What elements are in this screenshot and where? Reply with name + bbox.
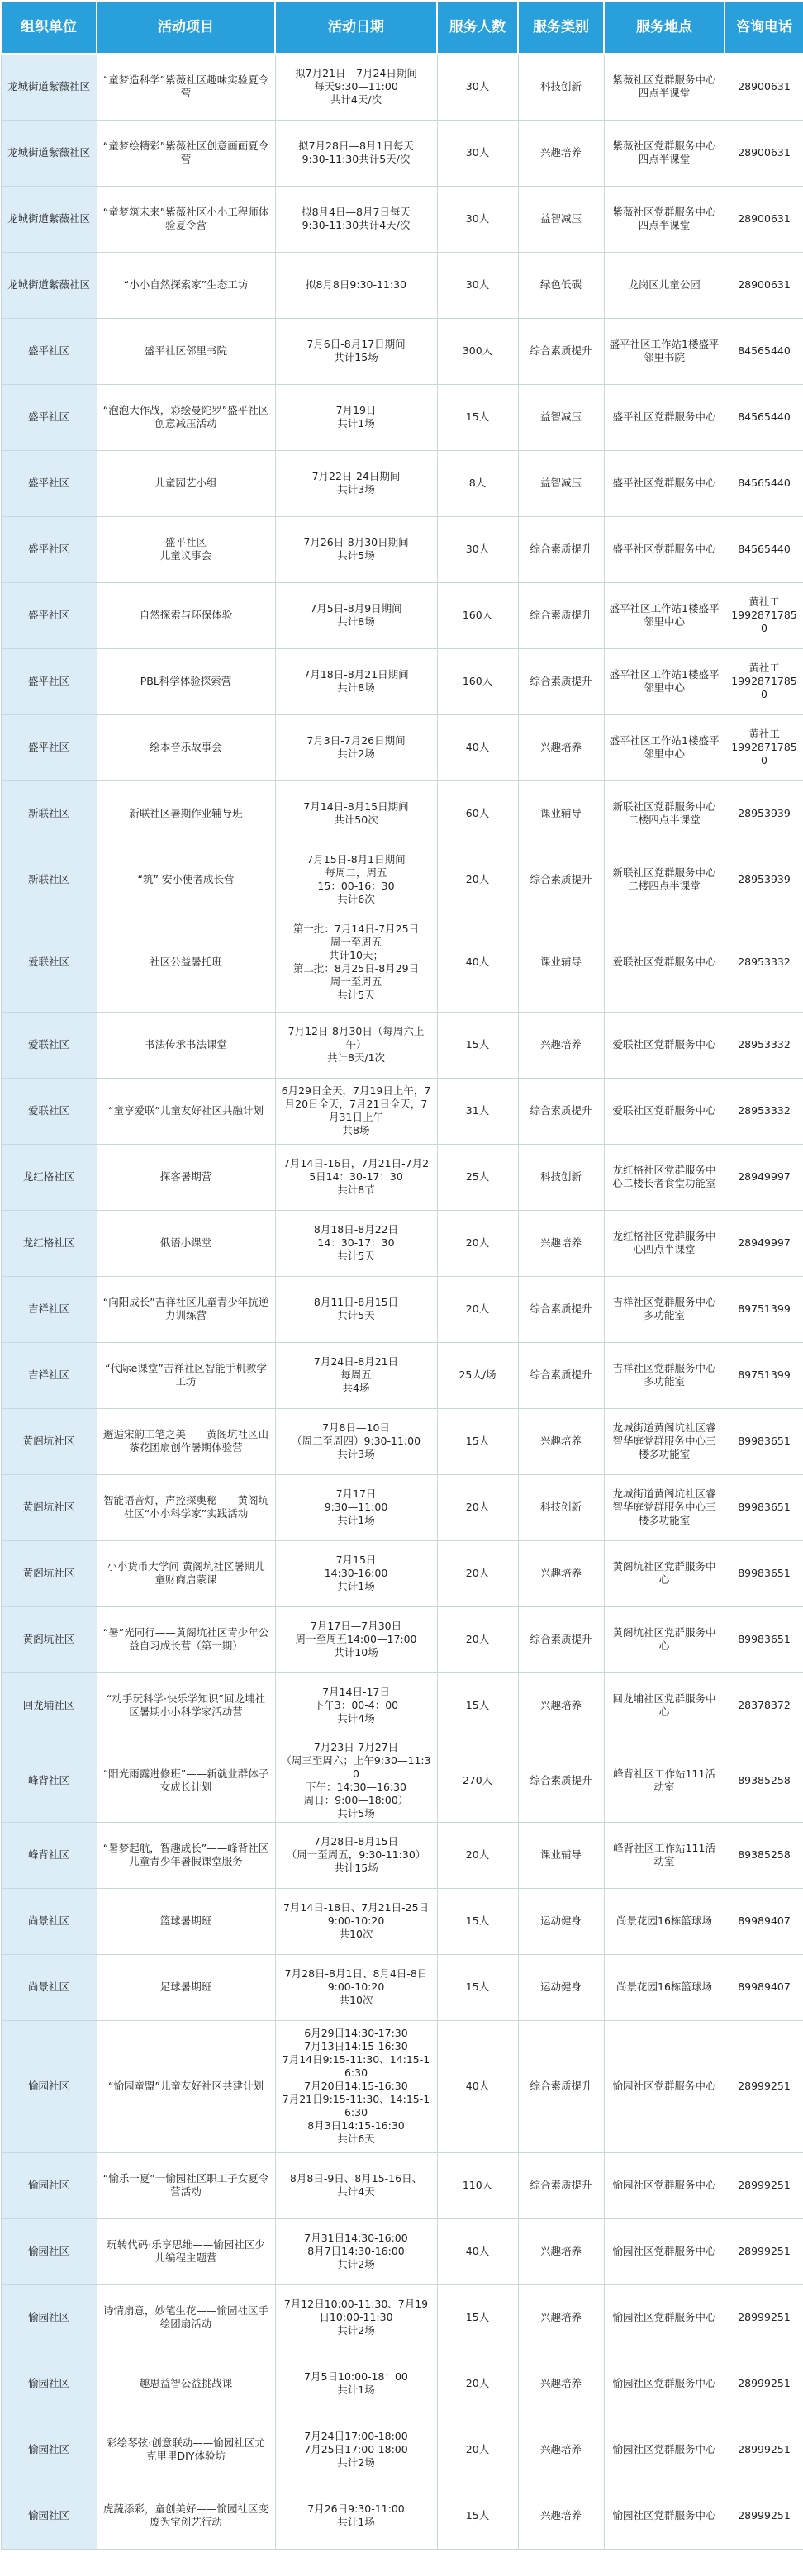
cell-location: 新联社区党群服务中心二楼四点半课堂 bbox=[604, 847, 725, 913]
cell-date: 7月3日-7月26日期间 共计2场 bbox=[275, 714, 437, 780]
cell-activity: PBL科学体验探索营 bbox=[97, 648, 275, 714]
cell-date: 7月12日-8月30日（每周六上午） 共计8天/1次 bbox=[275, 1012, 437, 1078]
cell-category: 综合素质提升 bbox=[518, 648, 604, 714]
cell-org: 龙红格社区 bbox=[1, 1144, 97, 1210]
cell-phone: 89989407 bbox=[725, 1954, 803, 2020]
cell-phone: 89385258 bbox=[725, 1822, 803, 1888]
cell-date: 7月31日14:30-16:00 8月7日14:30-16:00 共计2场 bbox=[275, 2218, 437, 2284]
cell-phone: 28953939 bbox=[725, 780, 803, 847]
cell-date: 7月17日 9:30—11:00 共计1场 bbox=[275, 1474, 437, 1540]
cell-category: 兴趣培养 bbox=[518, 1210, 604, 1276]
table-row bbox=[1, 450, 803, 516]
table-row bbox=[1, 1078, 803, 1144]
cell-activity: “代际e课堂”吉祥社区智能手机教学工坊 bbox=[97, 1342, 275, 1408]
cell-count: 20人 bbox=[437, 1606, 518, 1672]
cell-date: 7月26日9:30-11:00 共计1场 bbox=[275, 2483, 437, 2549]
cell-date: 7月5日10:00-18：00 共计1场 bbox=[275, 2351, 437, 2417]
table-row bbox=[1, 2351, 803, 2417]
table-row bbox=[1, 1739, 803, 1822]
cell-location: 新联社区党群服务中心二楼四点半课堂 bbox=[604, 780, 725, 847]
cell-category: 兴趣培养 bbox=[518, 2483, 604, 2549]
cell-location: 愉园社区党群服务中心 bbox=[604, 2218, 725, 2284]
table-row bbox=[1, 2152, 803, 2218]
cell-date: 7月15日-8月1日期间 每周二，周五 15：00-16：30 共计6次 bbox=[275, 847, 437, 913]
cell-date: 6月29日全天，7月19日上午，7月20日全天，7月21日全天，7月31日上午 共8场 bbox=[275, 1078, 437, 1144]
cell-phone: 28999251 bbox=[725, 2483, 803, 2549]
cell-category: 科技创新 bbox=[518, 1144, 604, 1210]
cell-activity: “动手玩科学·快乐学知识”回龙埔社区暑期小小科学家活动营 bbox=[97, 1672, 275, 1739]
cell-phone: 89751399 bbox=[725, 1342, 803, 1408]
cell-phone: 28900631 bbox=[725, 186, 803, 252]
cell-category: 益智减压 bbox=[518, 186, 604, 252]
cell-category: 综合素质提升 bbox=[518, 1078, 604, 1144]
cell-activity: 邂逅宋韵工笔之美——黄阁坑社区山茶花团扇创作暑期体验营 bbox=[97, 1408, 275, 1474]
table-row bbox=[1, 516, 803, 582]
header-activity: 活动项目 bbox=[97, 1, 275, 54]
table-row bbox=[1, 780, 803, 847]
cell-category: 兴趣培养 bbox=[518, 2218, 604, 2284]
cell-date: 7月15日 14:30-16:00 共计1场 bbox=[275, 1540, 437, 1606]
cell-phone: 89983651 bbox=[725, 1474, 803, 1540]
cell-date: 拟7月21日—7月24日期间 每天9:30—11:00 共计4天/次 bbox=[275, 54, 437, 120]
cell-count: 40人 bbox=[437, 2218, 518, 2284]
table-row bbox=[1, 1888, 803, 1954]
cell-org: 峰背社区 bbox=[1, 1822, 97, 1888]
cell-category: 运动健身 bbox=[518, 1954, 604, 2020]
cell-activity: 虎蔬添彩，童创美好——愉园社区变废为宝创艺行动 bbox=[97, 2483, 275, 2549]
cell-count: 300人 bbox=[437, 318, 518, 384]
cell-date: 8月18日-8月22日 14：30-17：30 共计5天 bbox=[275, 1210, 437, 1276]
table-row bbox=[1, 2218, 803, 2284]
cell-org: 盛平社区 bbox=[1, 648, 97, 714]
cell-org: 尚景社区 bbox=[1, 1954, 97, 2020]
cell-category: 兴趣培养 bbox=[518, 1672, 604, 1739]
cell-location: 盛平社区工作站1楼盛平邻里书院 bbox=[604, 318, 725, 384]
cell-date: 7月26日-8月30日期间 共计5场 bbox=[275, 516, 437, 582]
table-row bbox=[1, 1342, 803, 1408]
cell-date: 7月14日-8月15日期间 共计50次 bbox=[275, 780, 437, 847]
cell-activity: 篮球暑期班 bbox=[97, 1888, 275, 1954]
cell-location: 愉园社区党群服务中心 bbox=[604, 2152, 725, 2218]
cell-location: 峰背社区工作站111活动室 bbox=[604, 1739, 725, 1822]
table-row bbox=[1, 1408, 803, 1474]
cell-phone: 89989407 bbox=[725, 1888, 803, 1954]
header-row bbox=[1, 1, 803, 54]
header-count: 服务人数 bbox=[437, 1, 518, 54]
cell-org: 吉祥社区 bbox=[1, 1276, 97, 1342]
cell-org: 爱联社区 bbox=[1, 1078, 97, 1144]
table-row bbox=[1, 1672, 803, 1739]
cell-phone: 28949997 bbox=[725, 1144, 803, 1210]
cell-phone: 89385258 bbox=[725, 1739, 803, 1822]
cell-org: 龙城街道紫薇社区 bbox=[1, 54, 97, 120]
cell-activity: “童梦绘精彩”紫薇社区创意画画夏令营 bbox=[97, 120, 275, 186]
cell-count: 110人 bbox=[437, 2152, 518, 2218]
cell-phone: 28999251 bbox=[725, 2218, 803, 2284]
cell-location: 紫薇社区党群服务中心四点半课堂 bbox=[604, 186, 725, 252]
cell-phone: 黄社工 19928717850 bbox=[725, 714, 803, 780]
cell-phone: 89751399 bbox=[725, 1276, 803, 1342]
cell-phone: 28999251 bbox=[725, 2152, 803, 2218]
cell-activity: 书法传承书法课堂 bbox=[97, 1012, 275, 1078]
cell-org: 龙城街道紫薇社区 bbox=[1, 186, 97, 252]
cell-count: 20人 bbox=[437, 847, 518, 913]
cell-location: 愉园社区党群服务中心 bbox=[604, 2020, 725, 2152]
cell-activity: 趣思益智公益挑战课 bbox=[97, 2351, 275, 2417]
cell-activity: 绘本音乐故事会 bbox=[97, 714, 275, 780]
cell-location: 龙红格社区党群服务中心四点半课堂 bbox=[604, 1210, 725, 1276]
cell-org: 吉祥社区 bbox=[1, 1342, 97, 1408]
cell-location: 吉祥社区党群服务中心多功能室 bbox=[604, 1276, 725, 1342]
cell-activity: 玩转代码·乐享思维——愉园社区少儿编程主题营 bbox=[97, 2218, 275, 2284]
cell-phone: 28900631 bbox=[725, 252, 803, 318]
cell-activity: “童梦筑未来”紫薇社区小小工程师体验夏令营 bbox=[97, 186, 275, 252]
cell-org: 愉园社区 bbox=[1, 2020, 97, 2152]
cell-category: 综合素质提升 bbox=[518, 847, 604, 913]
table-row bbox=[1, 582, 803, 648]
table-row bbox=[1, 2020, 803, 2152]
table-row bbox=[1, 1144, 803, 1210]
cell-date: 拟7月28日—8月1日每天 9:30-11:30共计5天/次 bbox=[275, 120, 437, 186]
cell-count: 25人/场 bbox=[437, 1342, 518, 1408]
cell-count: 30人 bbox=[437, 516, 518, 582]
cell-category: 兴趣培养 bbox=[518, 1012, 604, 1078]
cell-date: 7月8日—10日 （周二至周四）9:30-11:00 共计3场 bbox=[275, 1408, 437, 1474]
cell-activity: “童梦造科学”紫薇社区趣味实验夏令营 bbox=[97, 54, 275, 120]
cell-location: 黄阁坑社区党群服务中心 bbox=[604, 1540, 725, 1606]
cell-date: 7月14日-16日，7月21日-7月25日14：30-17：30 共计8节 bbox=[275, 1144, 437, 1210]
cell-phone: 84565440 bbox=[725, 516, 803, 582]
cell-org: 龙红格社区 bbox=[1, 1210, 97, 1276]
table-row bbox=[1, 847, 803, 913]
cell-location: 盛平社区党群服务中心 bbox=[604, 516, 725, 582]
cell-location: 紫薇社区党群服务中心四点半课堂 bbox=[604, 120, 725, 186]
cell-category: 科技创新 bbox=[518, 54, 604, 120]
header-location: 服务地点 bbox=[604, 1, 725, 54]
cell-count: 15人 bbox=[437, 1954, 518, 2020]
cell-category: 科技创新 bbox=[518, 1474, 604, 1540]
cell-location: 盛平社区工作站1楼盛平邻里中心 bbox=[604, 582, 725, 648]
cell-category: 综合素质提升 bbox=[518, 1739, 604, 1822]
cell-count: 20人 bbox=[437, 1474, 518, 1540]
cell-org: 回龙埔社区 bbox=[1, 1672, 97, 1739]
cell-phone: 84565440 bbox=[725, 318, 803, 384]
cell-phone: 28953332 bbox=[725, 1078, 803, 1144]
cell-phone: 89983651 bbox=[725, 1606, 803, 1672]
table-row bbox=[1, 1210, 803, 1276]
cell-org: 峰背社区 bbox=[1, 1739, 97, 1822]
cell-phone: 28999251 bbox=[725, 2351, 803, 2417]
cell-activity: 足球暑期班 bbox=[97, 1954, 275, 2020]
cell-activity: 盛平社区邻里书院 bbox=[97, 318, 275, 384]
cell-count: 25人 bbox=[437, 1144, 518, 1210]
cell-location: 愉园社区党群服务中心 bbox=[604, 2351, 725, 2417]
cell-activity: 盛平社区 儿童议事会 bbox=[97, 516, 275, 582]
cell-count: 15人 bbox=[437, 1012, 518, 1078]
cell-count: 20人 bbox=[437, 2417, 518, 2483]
cell-phone: 28900631 bbox=[725, 54, 803, 120]
cell-org: 龙城街道紫薇社区 bbox=[1, 120, 97, 186]
cell-category: 课业辅导 bbox=[518, 780, 604, 847]
cell-count: 30人 bbox=[437, 54, 518, 120]
cell-count: 20人 bbox=[437, 2351, 518, 2417]
cell-org: 愉园社区 bbox=[1, 2483, 97, 2549]
cell-location: 龙岗区儿童公园 bbox=[604, 252, 725, 318]
cell-count: 20人 bbox=[437, 1540, 518, 1606]
cell-phone: 黄社工 19928717850 bbox=[725, 582, 803, 648]
cell-category: 兴趣培养 bbox=[518, 2417, 604, 2483]
header-phone: 咨询电话 bbox=[725, 1, 803, 54]
cell-date: 7月24日17:00-18:00 7月25日17:00-18:00 共计2场 bbox=[275, 2417, 437, 2483]
cell-category: 综合素质提升 bbox=[518, 1606, 604, 1672]
cell-location: 愉园社区党群服务中心 bbox=[604, 2284, 725, 2351]
table-row bbox=[1, 1540, 803, 1606]
table-row bbox=[1, 2284, 803, 2351]
cell-activity: “愉乐一夏”一愉园社区职工子女夏令营活动 bbox=[97, 2152, 275, 2218]
cell-activity: 儿童园艺小组 bbox=[97, 450, 275, 516]
cell-location: 紫薇社区党群服务中心四点半课堂 bbox=[604, 54, 725, 120]
cell-date: 7月28日-8月1日、8月4日-8日 9:00-10:20 共10次 bbox=[275, 1954, 437, 2020]
cell-activity: “泡泡大作战，彩绘曼陀罗”盛平社区创意减压活动 bbox=[97, 384, 275, 450]
cell-activity: “筑” 安小使者成长营 bbox=[97, 847, 275, 913]
cell-count: 8人 bbox=[437, 450, 518, 516]
cell-category: 综合素质提升 bbox=[518, 1276, 604, 1342]
cell-count: 160人 bbox=[437, 582, 518, 648]
cell-date: 拟8月8日9:30-11:30 bbox=[275, 252, 437, 318]
cell-org: 黄阁坑社区 bbox=[1, 1474, 97, 1540]
cell-location: 爱联社区党群服务中心 bbox=[604, 913, 725, 1012]
cell-location: 峰背社区工作站111活动室 bbox=[604, 1822, 725, 1888]
cell-date: 8月11日-8月15日 共计5天 bbox=[275, 1276, 437, 1342]
cell-org: 盛平社区 bbox=[1, 714, 97, 780]
table-row bbox=[1, 1606, 803, 1672]
cell-activity: 小小货币大学问 黄阁坑社区暑期儿童财商启蒙课 bbox=[97, 1540, 275, 1606]
cell-category: 兴趣培养 bbox=[518, 1408, 604, 1474]
cell-org: 新联社区 bbox=[1, 780, 97, 847]
cell-count: 31人 bbox=[437, 1078, 518, 1144]
table-row bbox=[1, 1954, 803, 2020]
cell-org: 黄阁坑社区 bbox=[1, 1408, 97, 1474]
table-row bbox=[1, 1012, 803, 1078]
cell-location: 龙城街道黄阁坑社区睿智华庭党群服务中心三楼多功能室 bbox=[604, 1408, 725, 1474]
cell-phone: 84565440 bbox=[725, 384, 803, 450]
table-row bbox=[1, 648, 803, 714]
cell-count: 15人 bbox=[437, 2483, 518, 2549]
cell-count: 40人 bbox=[437, 913, 518, 1012]
cell-location: 盛平社区工作站1楼盛平邻里中心 bbox=[604, 714, 725, 780]
cell-activity: 社区公益暑托班 bbox=[97, 913, 275, 1012]
cell-activity: “阳光雨露进修班”——新就业群体子女成长计划 bbox=[97, 1739, 275, 1822]
cell-activity: “童享爱联”儿童友好社区共融计划 bbox=[97, 1078, 275, 1144]
cell-date: 7月17日—7月30日 周一至周五14:00—17:00 共计10场 bbox=[275, 1606, 437, 1672]
cell-org: 愉园社区 bbox=[1, 2417, 97, 2483]
cell-count: 30人 bbox=[437, 120, 518, 186]
cell-phone: 89983651 bbox=[725, 1540, 803, 1606]
table-row bbox=[1, 2417, 803, 2483]
cell-category: 综合素质提升 bbox=[518, 582, 604, 648]
cell-location: 盛平社区工作站1楼盛平邻里中心 bbox=[604, 648, 725, 714]
cell-activity: 智能语音灯，声控探奥秘——黄阁坑社区“小小科学家”实践活动 bbox=[97, 1474, 275, 1540]
cell-location: 尚景花园16栋篮球场 bbox=[604, 1954, 725, 2020]
cell-activity: 诗情扇意，妙笔生花——愉园社区手绘团扇活动 bbox=[97, 2284, 275, 2351]
cell-org: 龙城街道紫薇社区 bbox=[1, 252, 97, 318]
cell-date: 7月22日-24日期间 共计3场 bbox=[275, 450, 437, 516]
table-row bbox=[1, 2483, 803, 2549]
cell-category: 绿色低碳 bbox=[518, 252, 604, 318]
cell-category: 兴趣培养 bbox=[518, 1540, 604, 1606]
cell-org: 黄阁坑社区 bbox=[1, 1540, 97, 1606]
cell-activity: 彩绘琴弦·创意联动——愉园社区尤克里里DIY体验坊 bbox=[97, 2417, 275, 2483]
cell-date: 8月8日-9日、8月15-16日、 共计4天 bbox=[275, 2152, 437, 2218]
cell-activity: 探客暑期营 bbox=[97, 1144, 275, 1210]
header-date: 活动日期 bbox=[275, 1, 437, 54]
cell-date: 拟8月4日—8月7日每天 9:30-11:30共计4天/次 bbox=[275, 186, 437, 252]
cell-count: 15人 bbox=[437, 1408, 518, 1474]
table-row bbox=[1, 1276, 803, 1342]
cell-location: 尚景花园16栋篮球场 bbox=[604, 1888, 725, 1954]
cell-activity: 俄语小课堂 bbox=[97, 1210, 275, 1276]
cell-phone: 28953939 bbox=[725, 847, 803, 913]
cell-location: 黄阁坑社区党群服务中心 bbox=[604, 1606, 725, 1672]
cell-org: 黄阁坑社区 bbox=[1, 1606, 97, 1672]
cell-org: 愉园社区 bbox=[1, 2218, 97, 2284]
cell-date: 7月12日10:00-11:30、7月19日10:00-11:30 共计2场 bbox=[275, 2284, 437, 2351]
cell-activity: “向阳成长”吉祥社区儿童青少年抗逆力训练营 bbox=[97, 1276, 275, 1342]
cell-activity: 自然探索与环保体验 bbox=[97, 582, 275, 648]
cell-category: 综合素质提升 bbox=[518, 2020, 604, 2152]
cell-location: 吉祥社区党群服务中心多功能室 bbox=[604, 1342, 725, 1408]
cell-location: 愉园社区党群服务中心 bbox=[604, 2483, 725, 2549]
cell-org: 尚景社区 bbox=[1, 1888, 97, 1954]
cell-location: 盛平社区党群服务中心 bbox=[604, 450, 725, 516]
cell-org: 新联社区 bbox=[1, 847, 97, 913]
cell-count: 60人 bbox=[437, 780, 518, 847]
cell-date: 7月28日-8月15日 （周一至周五，9:30-11:30） 共计15场 bbox=[275, 1822, 437, 1888]
cell-category: 益智减压 bbox=[518, 450, 604, 516]
table-row bbox=[1, 54, 803, 120]
cell-category: 兴趣培养 bbox=[518, 120, 604, 186]
cell-category: 课业辅导 bbox=[518, 1822, 604, 1888]
cell-count: 15人 bbox=[437, 1672, 518, 1739]
cell-date: 7月5日-8月9日期间 共计8场 bbox=[275, 582, 437, 648]
table-row bbox=[1, 252, 803, 318]
cell-date: 7月19日 共计1场 bbox=[275, 384, 437, 450]
table-row bbox=[1, 186, 803, 252]
cell-count: 160人 bbox=[437, 648, 518, 714]
cell-org: 爱联社区 bbox=[1, 1012, 97, 1078]
table-row bbox=[1, 913, 803, 1012]
table-row bbox=[1, 318, 803, 384]
cell-category: 益智减压 bbox=[518, 384, 604, 450]
cell-phone: 89983651 bbox=[725, 1408, 803, 1474]
cell-category: 综合素质提升 bbox=[518, 318, 604, 384]
cell-count: 270人 bbox=[437, 1739, 518, 1822]
cell-org: 愉园社区 bbox=[1, 2152, 97, 2218]
cell-org: 盛平社区 bbox=[1, 384, 97, 450]
header-org: 组织单位 bbox=[1, 1, 97, 54]
cell-activity: “小小自然探索家”生态工坊 bbox=[97, 252, 275, 318]
cell-category: 兴趣培养 bbox=[518, 714, 604, 780]
cell-phone: 28378372 bbox=[725, 1672, 803, 1739]
cell-count: 20人 bbox=[437, 1276, 518, 1342]
cell-org: 爱联社区 bbox=[1, 913, 97, 1012]
cell-date: 7月18日-8月21日期间 共计8场 bbox=[275, 648, 437, 714]
cell-activity: “暑梦起航，智趣成长”——峰背社区儿童青少年暑假课堂服务 bbox=[97, 1822, 275, 1888]
table-row bbox=[1, 1822, 803, 1888]
cell-count: 40人 bbox=[437, 714, 518, 780]
cell-location: 爱联社区党群服务中心 bbox=[604, 1078, 725, 1144]
cell-date: 6月29日14:30-17:30 7月13日14:15-16:30 7月14日9:15-11:30、14:15-16:30 7月20日14:15-16:30 7月21日9:15-11:30、14:15-16:30 8月3日14:15-16:30 共计6天 bbox=[275, 2020, 437, 2152]
table-row bbox=[1, 120, 803, 186]
cell-activity: “愉园童盟”儿童友好社区共建计划 bbox=[97, 2020, 275, 2152]
cell-phone: 84565440 bbox=[725, 450, 803, 516]
cell-count: 20人 bbox=[437, 1210, 518, 1276]
cell-date: 7月6日-8月17日期间 共计15场 bbox=[275, 318, 437, 384]
table-row bbox=[1, 384, 803, 450]
cell-location: 龙城街道黄阁坑社区睿智华庭党群服务中心三楼多功能室 bbox=[604, 1474, 725, 1540]
cell-category: 兴趣培养 bbox=[518, 2284, 604, 2351]
cell-count: 40人 bbox=[437, 2020, 518, 2152]
cell-location: 龙红格社区党群服务中心二楼长者食堂功能室 bbox=[604, 1144, 725, 1210]
cell-org: 愉园社区 bbox=[1, 2284, 97, 2351]
cell-activity: 新联社区暑期作业辅导班 bbox=[97, 780, 275, 847]
cell-date: 第一批：7月14日-7月25日 周一至周五 共计10天； 第二批：8月25日-8月29日 周一至周五 共计5天 bbox=[275, 913, 437, 1012]
cell-category: 课业辅导 bbox=[518, 913, 604, 1012]
cell-category: 综合素质提升 bbox=[518, 2152, 604, 2218]
cell-org: 盛平社区 bbox=[1, 450, 97, 516]
cell-org: 盛平社区 bbox=[1, 582, 97, 648]
cell-category: 综合素质提升 bbox=[518, 516, 604, 582]
cell-date: 7月24日-8月21日 每周五 共4场 bbox=[275, 1342, 437, 1408]
cell-category: 兴趣培养 bbox=[518, 2351, 604, 2417]
cell-count: 30人 bbox=[437, 252, 518, 318]
cell-location: 盛平社区党群服务中心 bbox=[604, 384, 725, 450]
cell-phone: 28953332 bbox=[725, 1012, 803, 1078]
cell-org: 盛平社区 bbox=[1, 318, 97, 384]
cell-activity: “暑”光同行——黄阁坑社区青少年公益自习成长营（第一期） bbox=[97, 1606, 275, 1672]
cell-location: 愉园社区党群服务中心 bbox=[604, 2417, 725, 2483]
cell-count: 15人 bbox=[437, 1888, 518, 1954]
header-category: 服务类别 bbox=[518, 1, 604, 54]
cell-phone: 28999251 bbox=[725, 2020, 803, 2152]
cell-date: 7月14日-18日、7月21日-25日 9:00-10:20 共10次 bbox=[275, 1888, 437, 1954]
cell-count: 30人 bbox=[437, 186, 518, 252]
table-row bbox=[1, 714, 803, 780]
cell-phone: 28999251 bbox=[725, 2284, 803, 2351]
cell-count: 20人 bbox=[437, 1822, 518, 1888]
cell-org: 盛平社区 bbox=[1, 516, 97, 582]
cell-date: 7月14日-17日 下午3：00-4：00 共计4场 bbox=[275, 1672, 437, 1739]
cell-date: 7月23日-7月27日 （周三至周六；上午9:30—11:30 下午：14:30—16:30 周日：9:00—18:00） 共计5场 bbox=[275, 1739, 437, 1822]
cell-count: 15人 bbox=[437, 2284, 518, 2351]
cell-phone: 28953332 bbox=[725, 913, 803, 1012]
cell-phone: 黄社工 19928717850 bbox=[725, 648, 803, 714]
cell-category: 运动健身 bbox=[518, 1888, 604, 1954]
cell-phone: 28999251 bbox=[725, 2417, 803, 2483]
cell-location: 爱联社区党群服务中心 bbox=[604, 1012, 725, 1078]
cell-phone: 28949997 bbox=[725, 1210, 803, 1276]
cell-phone: 28900631 bbox=[725, 120, 803, 186]
cell-count: 15人 bbox=[437, 384, 518, 450]
cell-category: 综合素质提升 bbox=[518, 1342, 604, 1408]
cell-location: 回龙埔社区党群服务中心 bbox=[604, 1672, 725, 1739]
table-row bbox=[1, 1474, 803, 1540]
cell-org: 愉园社区 bbox=[1, 2351, 97, 2417]
